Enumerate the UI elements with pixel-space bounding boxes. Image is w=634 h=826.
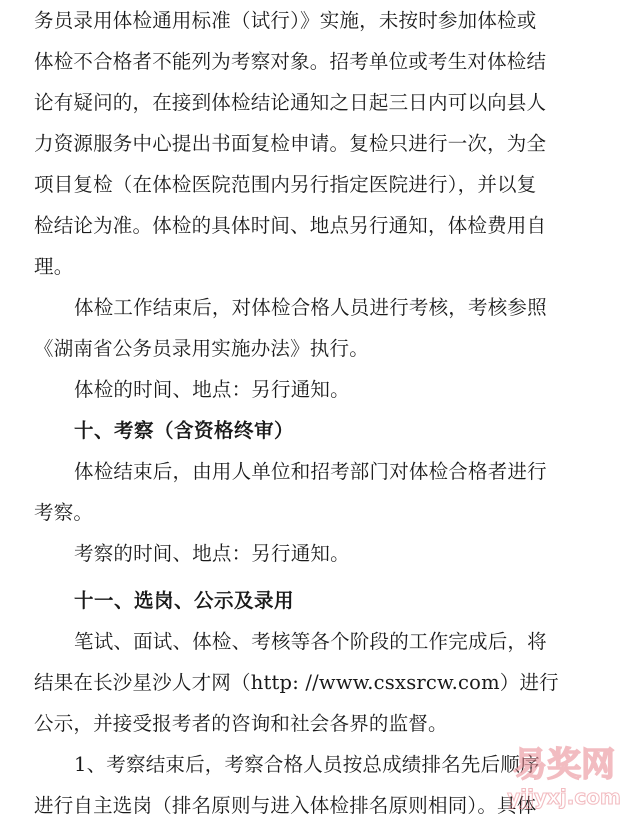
paragraph-line: 笔试、面试、体检、考核等各个阶段的工作完成后，将 [74,630,547,653]
paragraph-line: 《湖南省公务员录用实施办法》执行。 [34,337,369,360]
section-heading-10: 十、考察（含资格终审） [74,419,295,442]
paragraph-line: 体检结束后，由用人单位和招考部门对体检合格者进行 [74,460,547,483]
paragraph-line: 理。 [34,255,74,278]
paragraph-line: 检结论为准。体检的具体时间、地点另行通知，体检费用自 [34,214,547,237]
paragraph-line: 体检的时间、地点：另行通知。 [74,378,350,401]
paragraph-line: 体检工作结束后，对体检合格人员进行考核，考核参照 [74,296,547,319]
paragraph-line: 论有疑问的，在接到体检结论通知之日起三日内可以向县人 [34,91,547,114]
paragraph-line: 力资源服务中心提出书面复检申请。复检只进行一次，为全 [34,132,547,155]
paragraph-line: 进行自主选岗（排名原则与进入体检排名原则相同）。具体 [34,794,537,817]
paragraph-line: 1、考察结束后，考察合格人员按总成绩排名先后顺序 [74,753,540,776]
paragraph-line: 公示，并接受报考者的咨询和社会各界的监督。 [34,712,448,735]
paragraph-line: 考察的时间、地点：另行通知。 [74,542,350,565]
watermark-url: yjjyxj.com [507,785,621,809]
paragraph-line: 考察。 [34,501,94,524]
section-heading-11: 十一、选岗、公示及录用 [74,589,295,612]
watermark-title: 易奖网 [513,745,615,785]
document-page [34,0,594,826]
paragraph-line: 结果在长沙星沙人才网（http: //www.csxsrcw.com）进行 [34,671,559,694]
paragraph-line: 务员录用体检通用标准（试行）》实施，未按时参加体检或 [34,9,537,32]
paragraph-line: 体检不合格者不能列为考察对象。招考单位或考生对体检结 [34,50,547,73]
paragraph-line: 项目复检（在体检医院范围内另行指定医院进行），并以复 [34,173,537,196]
